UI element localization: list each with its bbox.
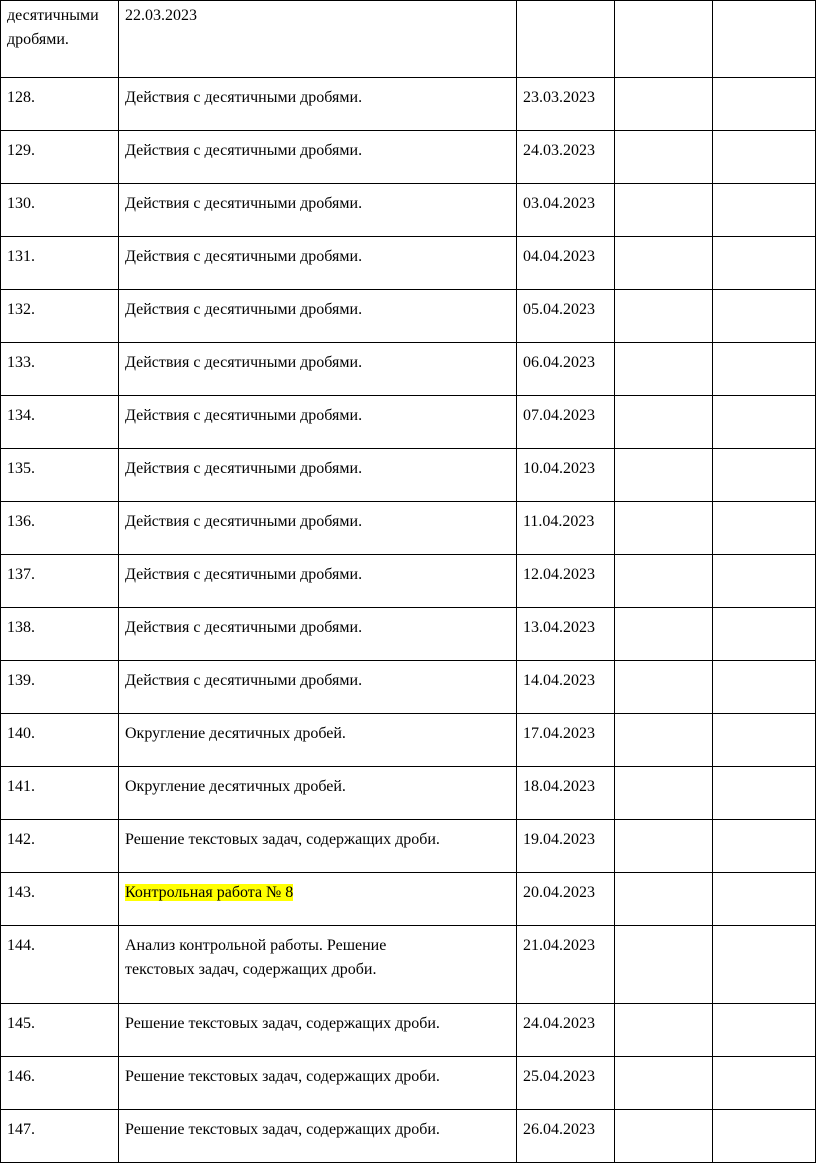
- table-row: [1, 1, 816, 78]
- empty-cell: [713, 608, 816, 661]
- table-row: [1, 873, 816, 926]
- lesson-title: Анализ контрольной работы. Решение текстовых задач, содержащих дроби.: [119, 926, 517, 1004]
- lesson-number: 141.: [1, 767, 119, 820]
- empty-cell: [615, 926, 713, 1004]
- empty-cell: [713, 343, 816, 396]
- table-row: [1, 237, 816, 290]
- lesson-title: Действия с десятичными дробями.: [119, 237, 517, 290]
- table-row: [1, 714, 816, 767]
- empty-cell: [713, 661, 816, 714]
- empty-cell: [615, 820, 713, 873]
- lesson-title: Округление десятичных дробей.: [119, 767, 517, 820]
- lesson-date: 21.04.2023: [517, 926, 615, 1004]
- lesson-date: 10.04.2023: [517, 449, 615, 502]
- lesson-date: 24.04.2023: [517, 1004, 615, 1057]
- table-row: [1, 661, 816, 714]
- lesson-number: 137.: [1, 555, 119, 608]
- lesson-title: Действия с десятичными дробями.: [119, 555, 517, 608]
- lesson-date: 26.04.2023: [517, 1110, 615, 1163]
- lesson-number: 136.: [1, 502, 119, 555]
- empty-cell: [713, 1057, 816, 1110]
- empty-cell: [615, 608, 713, 661]
- empty-cell: [615, 449, 713, 502]
- table-row: [1, 608, 816, 661]
- empty-cell: [615, 237, 713, 290]
- lesson-date: 19.04.2023: [517, 820, 615, 873]
- empty-cell: [615, 184, 713, 237]
- lesson-number: 129.: [1, 131, 119, 184]
- lesson-date: 18.04.2023: [517, 767, 615, 820]
- lesson-number: 145.: [1, 1004, 119, 1057]
- lesson-title: Действия с десятичными дробями.: [119, 343, 517, 396]
- lesson-date: 07.04.2023: [517, 396, 615, 449]
- empty-cell: [615, 502, 713, 555]
- empty-cell: [615, 131, 713, 184]
- table-row: [1, 926, 816, 1004]
- table-row: [1, 1004, 816, 1057]
- lesson-number: 142.: [1, 820, 119, 873]
- lesson-date: 25.04.2023: [517, 1057, 615, 1110]
- lesson-date: 12.04.2023: [517, 555, 615, 608]
- lesson-date-cell: 22.03.2023: [119, 1, 517, 78]
- lesson-number: 135.: [1, 449, 119, 502]
- lesson-title-cell: десятичными дробями.: [1, 1, 119, 78]
- table-row: [1, 449, 816, 502]
- lesson-date: 14.04.2023: [517, 661, 615, 714]
- empty-cell: [615, 396, 713, 449]
- table-row: [1, 184, 816, 237]
- empty-cell: [713, 555, 816, 608]
- lesson-date: 06.04.2023: [517, 343, 615, 396]
- lesson-title: Действия с десятичными дробями.: [119, 396, 517, 449]
- empty-cell: [713, 184, 816, 237]
- lesson-title: Действия с десятичными дробями.: [119, 608, 517, 661]
- lesson-title: Действия с десятичными дробями.: [119, 661, 517, 714]
- empty-cell: [615, 661, 713, 714]
- empty-cell: [713, 290, 816, 343]
- empty-cell: [713, 820, 816, 873]
- lesson-number: 134.: [1, 396, 119, 449]
- empty-cell: [615, 343, 713, 396]
- empty-cell: [517, 1, 615, 78]
- lesson-title: Действия с десятичными дробями.: [119, 502, 517, 555]
- lesson-number: 139.: [1, 661, 119, 714]
- lesson-number: 144.: [1, 926, 119, 1004]
- empty-cell: [615, 1110, 713, 1163]
- lesson-date: 04.04.2023: [517, 237, 615, 290]
- empty-cell: [615, 767, 713, 820]
- lesson-title: [119, 873, 517, 926]
- empty-cell: [713, 873, 816, 926]
- lesson-number: 147.: [1, 1110, 119, 1163]
- empty-cell: [713, 714, 816, 767]
- lesson-number: 130.: [1, 184, 119, 237]
- lesson-date: 23.03.2023: [517, 78, 615, 131]
- table-row: [1, 290, 816, 343]
- lesson-number: 131.: [1, 237, 119, 290]
- lesson-date: 17.04.2023: [517, 714, 615, 767]
- lesson-number: 140.: [1, 714, 119, 767]
- lesson-date: 24.03.2023: [517, 131, 615, 184]
- lesson-number: 143.: [1, 873, 119, 926]
- lesson-title: Округление десятичных дробей.: [119, 714, 517, 767]
- lesson-number: 128.: [1, 78, 119, 131]
- empty-cell: [713, 449, 816, 502]
- table-row: [1, 78, 816, 131]
- lesson-title: Решение текстовых задач, содержащих дроби.: [119, 1004, 517, 1057]
- table-row: [1, 1057, 816, 1110]
- empty-cell: [713, 1110, 816, 1163]
- empty-cell: [713, 767, 816, 820]
- table-row: [1, 131, 816, 184]
- empty-cell: [615, 555, 713, 608]
- lesson-number: 138.: [1, 608, 119, 661]
- lesson-title: Действия с десятичными дробями.: [119, 449, 517, 502]
- lesson-title: Решение текстовых задач, содержащих дроби.: [119, 1057, 517, 1110]
- table-row: [1, 502, 816, 555]
- table-row: [1, 767, 816, 820]
- empty-cell: [713, 131, 816, 184]
- table-row: [1, 555, 816, 608]
- lesson-title: Решение текстовых задач, содержащих дроби.: [119, 820, 517, 873]
- empty-cell: [713, 502, 816, 555]
- lesson-number: 132.: [1, 290, 119, 343]
- highlighted-test-title: Контрольная работа № 8: [125, 884, 294, 901]
- lesson-title: Действия с десятичными дробями.: [119, 184, 517, 237]
- table-row: [1, 396, 816, 449]
- lesson-number: 133.: [1, 343, 119, 396]
- empty-cell: [615, 714, 713, 767]
- empty-cell: [615, 290, 713, 343]
- lesson-date: 11.04.2023: [517, 502, 615, 555]
- empty-cell: [713, 78, 816, 131]
- empty-cell: [713, 1, 816, 78]
- empty-cell: [713, 237, 816, 290]
- empty-cell: [713, 396, 816, 449]
- lesson-date: 05.04.2023: [517, 290, 615, 343]
- lesson-number: 146.: [1, 1057, 119, 1110]
- lesson-date: 13.04.2023: [517, 608, 615, 661]
- empty-cell: [615, 78, 713, 131]
- lesson-title: Действия с десятичными дробями.: [119, 131, 517, 184]
- lesson-date: 03.04.2023: [517, 184, 615, 237]
- empty-cell: [615, 1, 713, 78]
- lesson-title: Действия с десятичными дробями.: [119, 290, 517, 343]
- table-row: [1, 343, 816, 396]
- lesson-date: 20.04.2023: [517, 873, 615, 926]
- empty-cell: [615, 1057, 713, 1110]
- empty-cell: [615, 873, 713, 926]
- empty-cell: [713, 926, 816, 1004]
- empty-cell: [615, 1004, 713, 1057]
- empty-cell: [713, 1004, 816, 1057]
- table-row: [1, 820, 816, 873]
- lesson-title: Действия с десятичными дробями.: [119, 78, 517, 131]
- table-row: [1, 1110, 816, 1163]
- lesson-title: Решение текстовых задач, содержащих дроби.: [119, 1110, 517, 1163]
